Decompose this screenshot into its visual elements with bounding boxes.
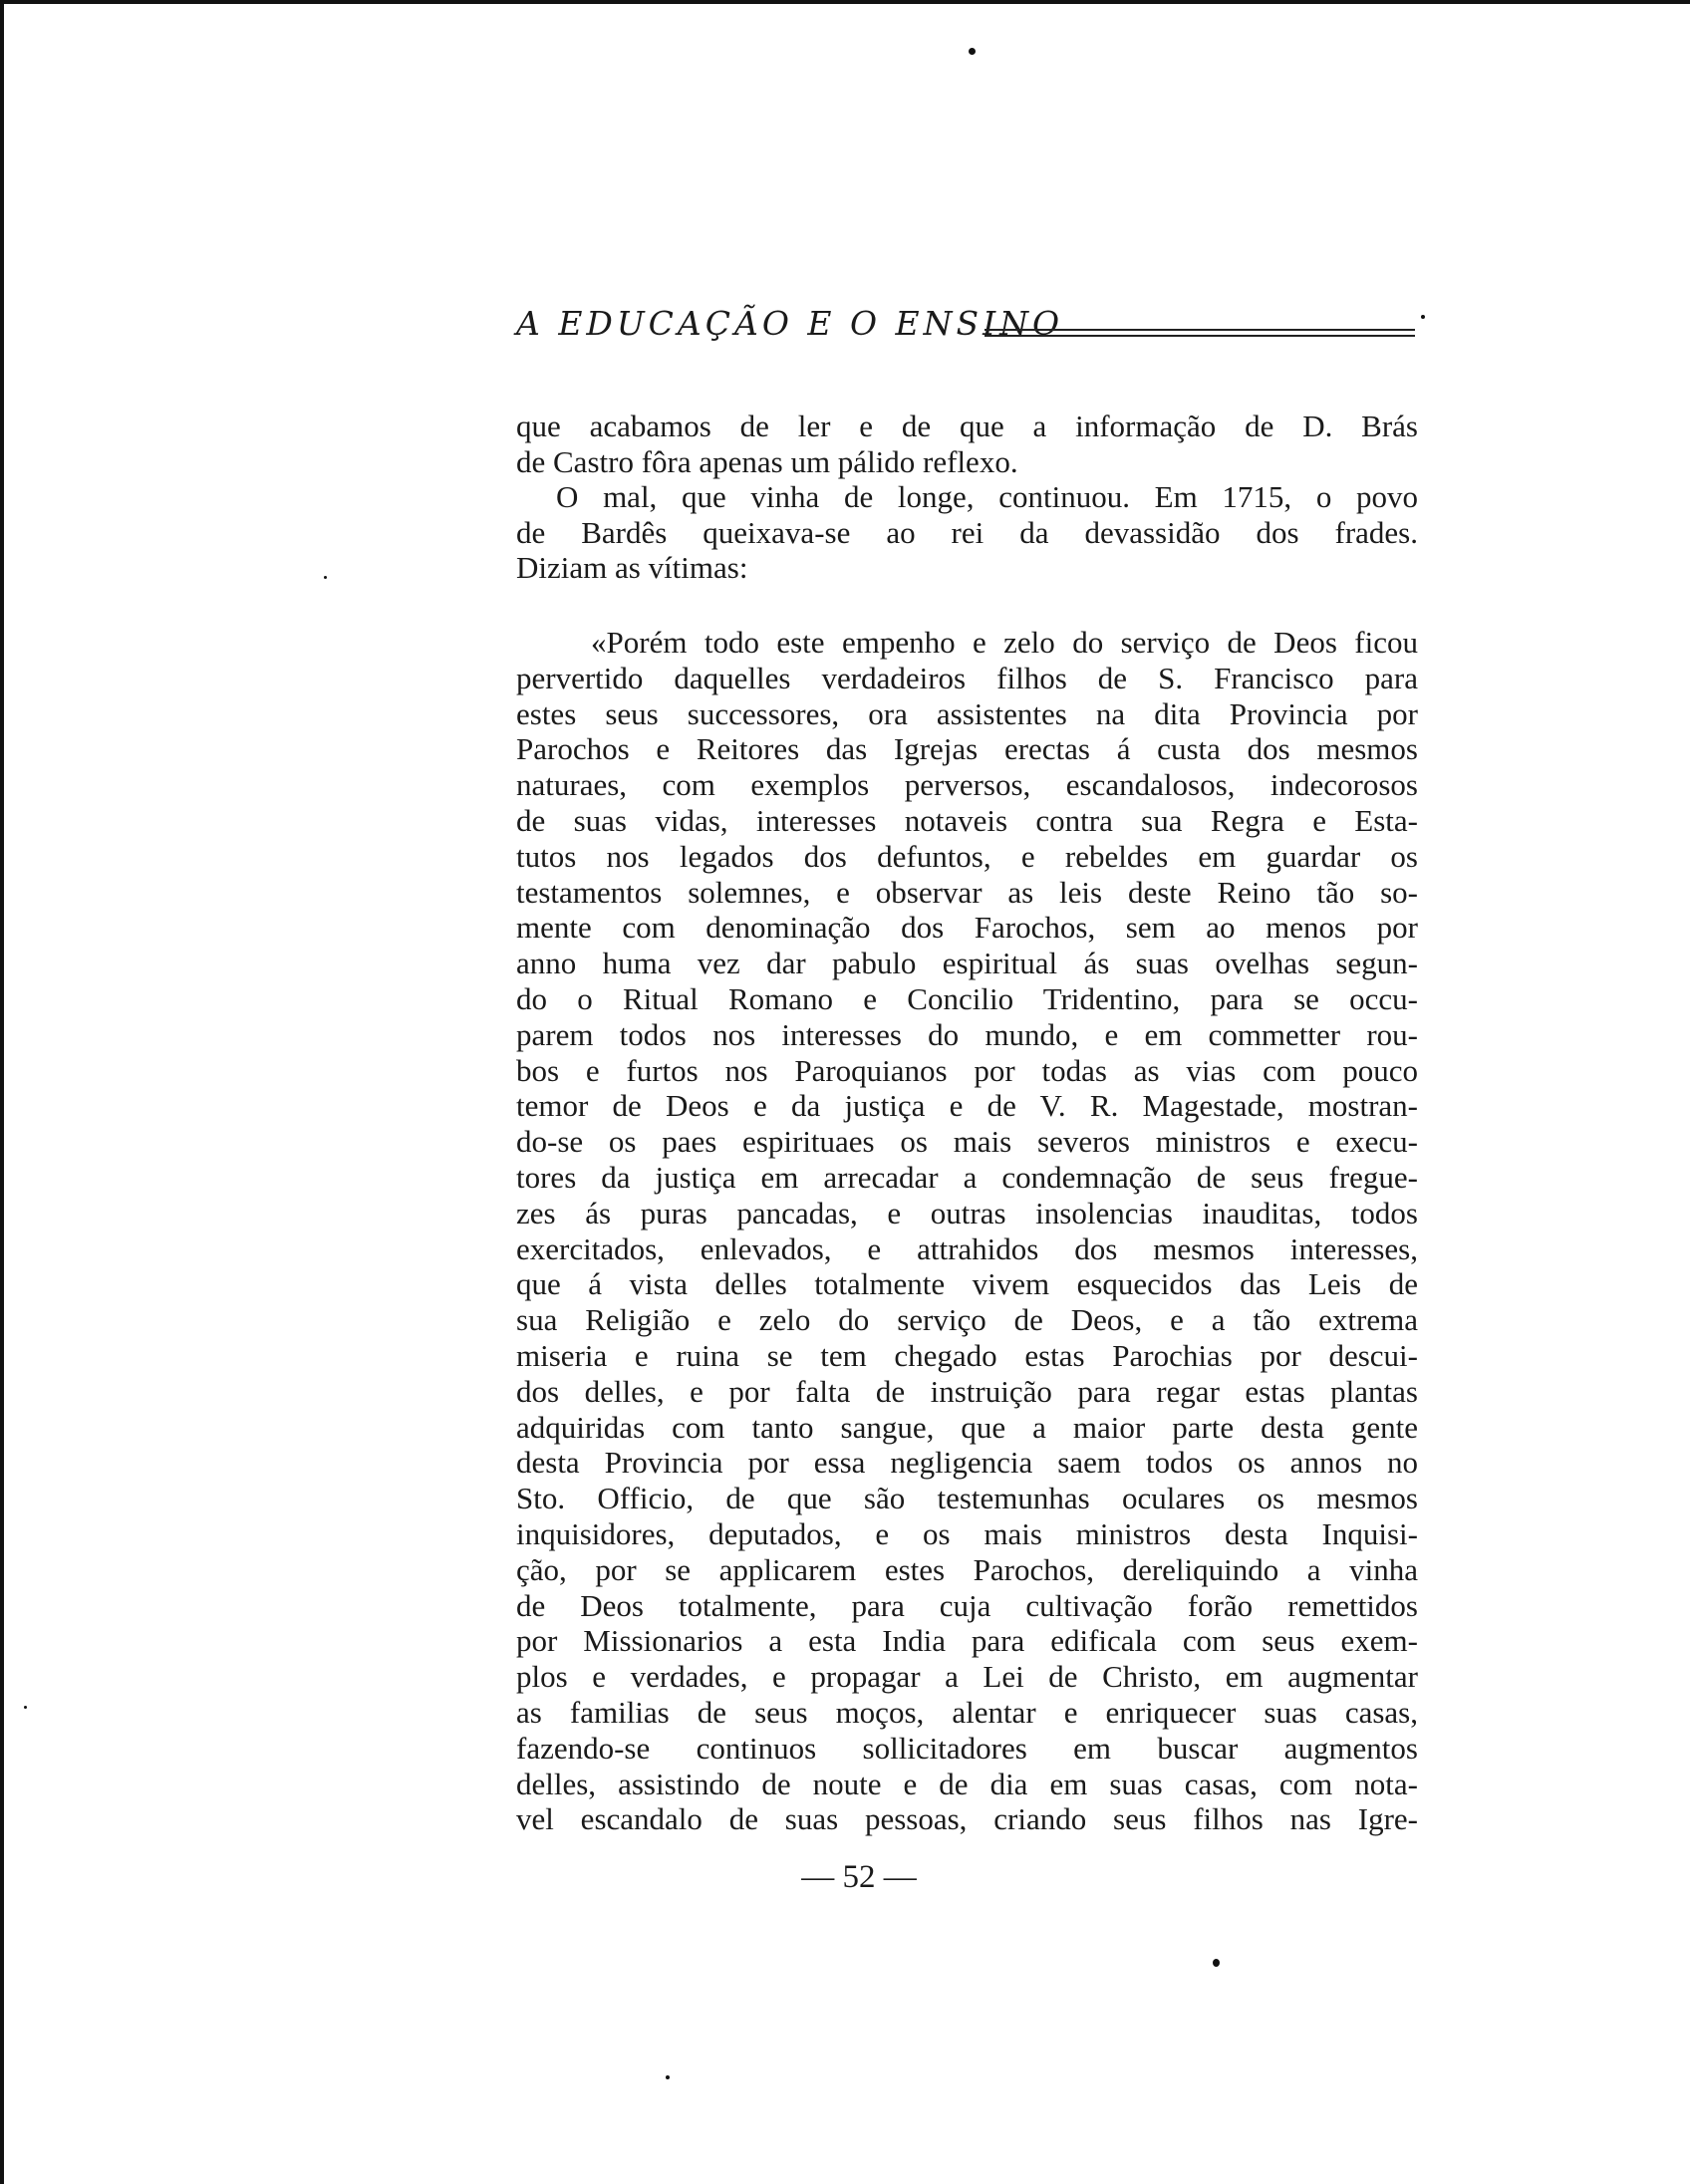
quote-line: pervertido daquelles verdadeiros filhos de S. Francisco para [516, 660, 1418, 695]
quote-line: Parochos e Reitores das Igrejas erectas á custa dos mesmos [516, 731, 1418, 767]
running-header-title: A EDUCAÇÃO E O ENSINO [516, 304, 1064, 343]
intro-line: que acabamos de ler e de que a informação de D. Brás [516, 409, 1418, 443]
quote-line: parem todos nos interesses do mundo, e em commetter rou- [516, 1016, 1418, 1052]
paragraph-line: O mal, que vinha de longe, continuou. Em 1715, o povo [556, 479, 1418, 514]
quote-line: mente com denominação dos Farochos, sem ao menos por [516, 910, 1418, 946]
paragraph-line: Diziam as vítimas: [516, 550, 748, 585]
quote-line: naturaes, com exemplos perversos, escandalosos, indecorosos [516, 767, 1418, 803]
scan-border-left [0, 0, 4, 2184]
quote-line: de Deos totalmente, para cuja cultivação forão remettidos [516, 1587, 1418, 1623]
quote-line: zes ás puras pancadas, e outras insolencias inauditas, todos [516, 1195, 1418, 1230]
quote-line: temor de Deos e da justiça e de V. R. Magestade, mostran- [516, 1088, 1418, 1124]
quote-line: tores da justiça em arrecadar a condemnação de seus fregue- [516, 1159, 1418, 1195]
header-rule [985, 335, 1415, 337]
quote-line: fazendo-se continuos sollicitadores em buscar augmentos [516, 1730, 1418, 1766]
quote-line: ção, por se applicarem estes Parochos, dereliquindo a vinha [516, 1551, 1418, 1587]
scan-speck [969, 48, 976, 55]
quote-line: anno huma vez dar pabulo espiritual ás suas ovelhas segun- [516, 946, 1418, 981]
quote-line: tutos nos legados dos defuntos, e rebeldes em guardar os [516, 838, 1418, 874]
scan-speck [1421, 315, 1425, 319]
scan-speck [1213, 1959, 1220, 1967]
quote-line: plos e verdades, e propagar a Lei de Christo, em augmentar [516, 1659, 1418, 1695]
quote-line: do-se os paes espirituaes os mais severos ministros e execu- [516, 1124, 1418, 1160]
quote-line: dos delles, e por falta de instruição para regar estas plantas [516, 1373, 1418, 1409]
quote-line: as familias de seus moços, alentar e enriquecer suas casas, [516, 1694, 1418, 1730]
quote-line: miseria e ruina se tem chegado estas Parochias por descui- [516, 1337, 1418, 1373]
quote-line: sua Religião e zelo do serviço de Deos, e a tão extrema [516, 1302, 1418, 1338]
quote-line: exercitados, enlevados, e attrahidos dos mesmos interesses, [516, 1230, 1418, 1266]
quote-line: Sto. Officio, de que são testemunhas oculares os mesmos [516, 1481, 1418, 1516]
quote-line: do o Ritual Romano e Concilio Tridentino, para se occu- [516, 980, 1418, 1016]
paragraph-line: de Bardês queixava-se ao rei da devassidão dos frades. [516, 514, 1418, 550]
scan-speck [24, 1706, 27, 1709]
intro-line: de Castro fôra apenas um pálido reflexo. [516, 443, 1018, 479]
quote-line: inquisidores, deputados, e os mais ministros desta Inquisi- [516, 1515, 1418, 1551]
quoted-complaint [516, 625, 1418, 1837]
quote-line: estes seus successores, ora assistentes na dita Provincia por [516, 695, 1418, 731]
scan-speck [324, 576, 327, 579]
scan-border-top [0, 0, 1690, 4]
scan-speck [666, 2075, 670, 2079]
quote-line: que á vista delles totalmente vivem esquecidos das Leis de [516, 1266, 1418, 1302]
quote-line: bos e furtos nos Paroquianos por todas as vias com pouco [516, 1052, 1418, 1088]
quote-line: testamentos solemnes, e observar as leis deste Reino tão so- [516, 874, 1418, 910]
quote-line: por Missionarios a esta India para edificala com seus exem- [516, 1623, 1418, 1659]
quote-line: vel escandalo de suas pessoas, criando seus filhos nas Igre- [516, 1801, 1418, 1837]
running-header [516, 304, 1418, 344]
quote-line: delles, assistindo de noute e de dia em suas casas, com nota- [516, 1766, 1418, 1801]
quote-line: «Porém todo este empenho e zelo do serviço de Deos ficou [591, 625, 1418, 660]
page-number: — 52 — [801, 1859, 917, 1895]
quote-line: adquiridas com tanto sangue, que a maior parte desta gente [516, 1409, 1418, 1445]
header-rule [985, 329, 1415, 331]
intro-text [516, 409, 1418, 586]
quote-line: de suas vidas, interesses notaveis contra sua Regra e Esta- [516, 802, 1418, 838]
quote-line: desta Provincia por essa negligencia saem todos os annos no [516, 1445, 1418, 1481]
